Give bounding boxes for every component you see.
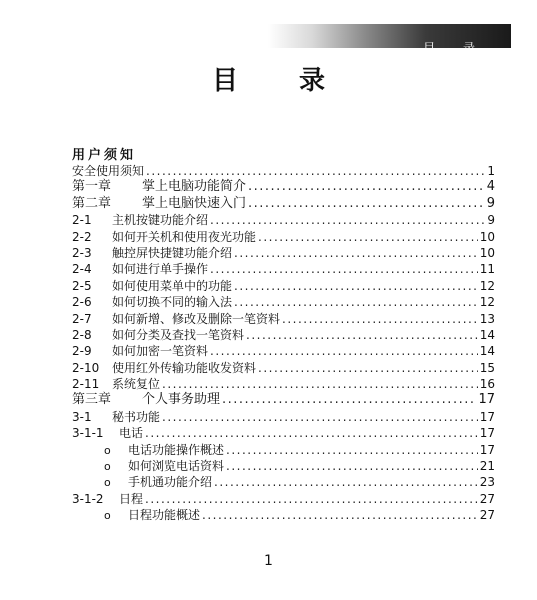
header-banner xyxy=(268,24,511,55)
toc-entry-number: 3-1-2 xyxy=(72,491,104,506)
toc-entry[interactable] xyxy=(72,229,495,245)
bullet-icon: o xyxy=(104,509,111,523)
toc-entry-title: 安全使用须知 xyxy=(72,164,145,178)
dot-leader xyxy=(248,196,485,212)
toc-entry-page: 17 xyxy=(479,426,495,441)
dot-leader xyxy=(210,343,478,359)
toc-entry-page: 12 xyxy=(479,278,495,293)
toc-entry-page: 17 xyxy=(479,442,495,457)
toc-entry-number: 2-7 xyxy=(72,311,92,326)
toc-entry[interactable] xyxy=(72,245,495,261)
toc-entry-number: 2-3 xyxy=(72,245,92,260)
toc-entry-title: 如何进行单手操作 xyxy=(112,262,209,277)
dot-leader xyxy=(282,311,478,327)
toc-entry[interactable] xyxy=(72,474,495,490)
dot-leader xyxy=(258,229,478,245)
toc-entry-number: 3-1-1 xyxy=(72,426,104,441)
toc-entry-number: 3-1 xyxy=(72,409,92,424)
toc-entry[interactable] xyxy=(72,179,495,195)
toc-entry-title: 日程功能概述 xyxy=(128,508,201,523)
dot-leader xyxy=(202,507,478,523)
toc-entry-title: 电话功能操作概述 xyxy=(128,442,225,457)
toc-entry-page: 4 xyxy=(486,179,495,195)
dot-leader xyxy=(210,212,485,228)
toc-entry[interactable] xyxy=(72,278,495,294)
toc-entry-number: 2-6 xyxy=(72,295,92,310)
toc-entry-page: 21 xyxy=(479,459,495,474)
toc-entry-title: 触控屏快捷键功能介绍 xyxy=(112,245,233,260)
toc-entry-number: 2-10 xyxy=(72,360,100,375)
toc-entry-page: 14 xyxy=(479,344,495,359)
toc-entry-number: 2-8 xyxy=(72,327,92,342)
toc-entry-page: 9 xyxy=(486,195,495,211)
dot-leader xyxy=(258,360,478,376)
page-title: 目 录 xyxy=(211,66,352,96)
page-number: 1 xyxy=(264,553,273,569)
toc-entry[interactable] xyxy=(72,261,495,277)
toc-entry-title: 如何分类及查找一笔资料 xyxy=(112,327,245,342)
dot-leader xyxy=(226,458,478,474)
toc-entry-number: 2-9 xyxy=(72,344,92,359)
toc-entry[interactable] xyxy=(72,163,495,179)
toc-entry-page: 11 xyxy=(479,262,495,277)
toc-entry[interactable] xyxy=(72,360,495,376)
toc-entry-page: 10 xyxy=(479,229,495,244)
dot-leader xyxy=(234,245,478,261)
toc-entry-title: 系统复位 xyxy=(112,377,161,392)
dot-leader xyxy=(146,163,485,179)
toc-entry-page: 13 xyxy=(479,311,495,326)
toc-entry-title: 秘书功能 xyxy=(112,409,161,424)
toc-entry-number: 2-11 xyxy=(72,377,100,392)
toc-entry-page: 10 xyxy=(479,245,495,260)
toc-entry[interactable] xyxy=(72,507,495,523)
header-label: 目 录 xyxy=(423,41,487,55)
toc-entry[interactable] xyxy=(72,376,495,392)
toc-entry[interactable] xyxy=(72,425,495,441)
toc-entry[interactable] xyxy=(72,409,495,425)
toc-entry-page: 12 xyxy=(479,295,495,310)
toc-entry-title: 如何开关机和使用夜光功能 xyxy=(112,229,257,244)
toc-entry-title: 电话 xyxy=(119,426,144,441)
table-of-contents xyxy=(72,163,495,524)
dot-leader xyxy=(248,179,485,195)
toc-entry-number: 2-1 xyxy=(72,213,92,228)
toc-entry-title: 如何新增、修改及删除一笔资料 xyxy=(112,311,281,326)
toc-entry-number: 2-5 xyxy=(72,278,92,293)
toc-entry-title: 掌上电脑功能简介 xyxy=(142,179,247,195)
toc-entry[interactable] xyxy=(72,392,495,408)
toc-entry-number: 2-2 xyxy=(72,229,92,244)
toc-entry-number: 第三章 xyxy=(72,392,112,408)
toc-entry-page: 14 xyxy=(479,327,495,342)
dot-leader xyxy=(234,294,478,310)
toc-entry-title: 日程 xyxy=(119,491,144,506)
toc-entry[interactable] xyxy=(72,212,495,228)
toc-entry-page: 17 xyxy=(478,392,495,408)
toc-entry[interactable] xyxy=(72,327,495,343)
toc-entry-number: 2-4 xyxy=(72,262,92,277)
dot-leader xyxy=(145,491,478,507)
dot-leader xyxy=(234,278,478,294)
toc-entry-page: 27 xyxy=(479,508,495,523)
dot-leader xyxy=(162,409,478,425)
toc-entry[interactable] xyxy=(72,294,495,310)
toc-entry-title: 如何切换不同的输入法 xyxy=(112,295,233,310)
toc-entry[interactable] xyxy=(72,196,495,212)
toc-entry-number: 第二章 xyxy=(72,195,112,211)
toc-entry[interactable] xyxy=(72,343,495,359)
toc-entry-page: 27 xyxy=(479,491,495,506)
toc-entry-page: 9 xyxy=(487,213,495,228)
section-heading: 用户须知 xyxy=(72,148,137,163)
dot-leader xyxy=(226,442,478,458)
toc-entry-title: 个人事务助理 xyxy=(142,392,221,408)
toc-entry[interactable] xyxy=(72,311,495,327)
bullet-icon: o xyxy=(104,443,111,457)
toc-entry-page: 1 xyxy=(487,164,495,178)
toc-entry[interactable] xyxy=(72,458,495,474)
toc-entry-title: 掌上电脑快速入门 xyxy=(142,195,247,211)
bullet-icon: o xyxy=(104,460,111,474)
dot-leader xyxy=(210,261,478,277)
toc-entry-page: 17 xyxy=(479,409,495,424)
dot-leader xyxy=(222,392,476,408)
toc-entry-number: 第一章 xyxy=(72,179,112,195)
dot-leader xyxy=(214,474,478,490)
toc-entry-title: 如何浏览电话资料 xyxy=(128,459,225,474)
toc-entry[interactable] xyxy=(72,491,495,507)
toc-entry-title: 主机按键功能介绍 xyxy=(112,213,209,228)
toc-entry[interactable] xyxy=(72,442,495,458)
toc-entry-page: 15 xyxy=(479,360,495,375)
toc-entry-title: 使用红外传输功能收发资料 xyxy=(112,360,257,375)
dot-leader xyxy=(145,425,478,441)
dot-leader xyxy=(246,327,478,343)
toc-entry-title: 如何使用菜单中的功能 xyxy=(112,278,233,293)
toc-entry-title: 手机通功能介绍 xyxy=(128,475,213,490)
bullet-icon: o xyxy=(104,476,111,490)
toc-entry-page: 23 xyxy=(479,475,495,490)
dot-leader xyxy=(162,376,478,392)
toc-entry-title: 如何加密一笔资料 xyxy=(112,344,209,359)
toc-entry-page: 16 xyxy=(479,377,495,392)
